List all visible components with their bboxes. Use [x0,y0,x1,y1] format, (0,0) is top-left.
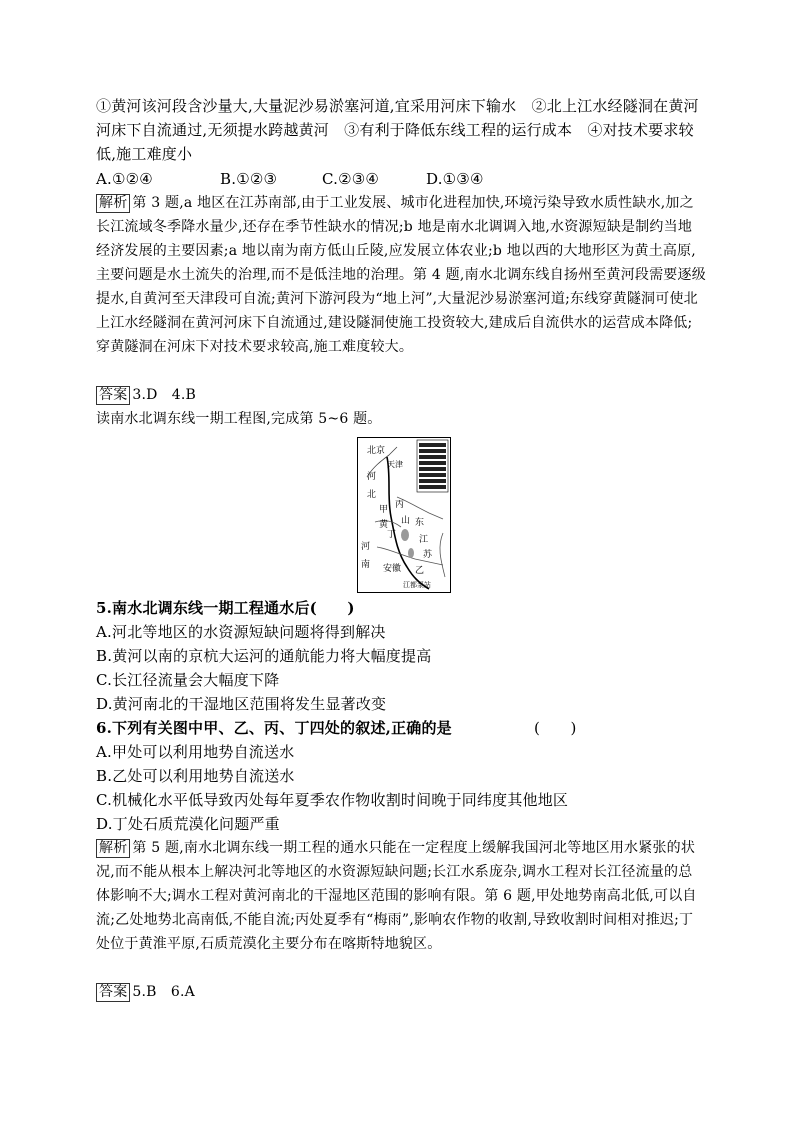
q5-option-c: C.长江径流量会大幅度下降 [96,671,280,689]
east-route-map [357,437,451,593]
q6-option-b: B.乙处可以利用地势自流送水 [96,767,295,785]
question-5 [96,596,706,716]
map-label-su: 苏 [423,550,433,560]
map-label-henan-he: 河 [361,542,371,552]
question-6 [96,716,706,836]
answer-block-2 [96,980,706,1004]
q5-option-d: D.黄河南北的干湿地区范围将发生显著改变 [96,695,387,713]
explanation-tag: 解析 [96,194,130,213]
explanation-tag: 解析 [96,839,130,858]
map-label-henan-nan: 南 [361,560,371,570]
map-label-he: 河 [367,472,377,482]
map-label-shan: 山 [401,516,411,526]
q4-choice-a: A.①②④ [96,170,153,188]
answer-text: 3.D 4.B [132,387,197,403]
map-label-beijing: 北京 [367,446,386,456]
map-label-jiangdu: 江都泵站 [403,581,431,589]
q5-option-a: A.河北等地区的水资源短缺问题将得到解决 [96,623,386,641]
map-label-ding: 丁 [387,530,397,540]
q4-choice-b: B.①②③ [220,170,278,188]
map-label-anhui: 安徽 [383,564,402,574]
map-label-jia: 甲 [379,505,389,515]
q5-stem: 5.南水北调东线一期工程通水后( ) [96,599,355,617]
map-label-bing: 丙 [395,500,405,510]
map-label-huang: 黄 [379,520,389,530]
q5-option-b: B.黄河以南的京杭大运河的通航能力将大幅度提高 [96,647,432,665]
explanation-block-2 [96,836,706,956]
q6-stem-row [96,716,706,740]
map-label-jiang: 江 [419,535,429,545]
explanation-block-1 [96,191,706,359]
q4-choices [96,167,706,191]
answer-text: 5.B 6.A [132,984,195,1000]
q4-statements: ①黄河该河段含沙量大,大量泥沙易淤塞河道,宜采用河床下输水 ②北上江水经隧洞在黄河河床下自流通过,无须提水跨越黄河 ③有利于降低东线工程的运行成本 ④对技术要求较低,施工难度小 [96,97,699,163]
explanation-text: 第 5 题,南水北调东线一期工程的通水只能在一定程度上缓解我国河北等地区用水紧张的状况,而不能从根本上解决河北等地区的水资源短缺问题;长江水系庞杂,调水工程对长江径流量的总体影响不大;调水工程对黄河南北的干湿地区范围的影响有限。第 6 题,甲处地势南高北低,可以自流;乙处地势北高南低,不能自流;丙处夏季有“梅雨”,影响农作物的收割,导致收割时间相对推迟;丁处位于黄淮平原,石质荒漠化主要分布在喀斯特地貌区。 [96,840,697,952]
map-legend [417,440,448,492]
map-label-yi: 乙 [415,566,425,576]
q6-option-a: A.甲处可以利用地势自流送水 [96,743,295,761]
q4-choice-d: D.①③④ [426,170,484,188]
answer-tag: 答案 [96,983,130,1002]
map-label-dong: 东 [415,518,425,528]
q6-option-c: C.机械化水平低导致丙处每年夏季农作物收割时间晚于同纬度其他地区 [96,791,569,809]
q6-option-d: D.丁处石质荒漠化问题严重 [96,815,280,833]
explanation-text: 第 3 题,a 地区在江苏南部,由于工业发展、城市化进程加快,环境污染导致水质性缺水,加之长江流域冬季降水量少,还存在季节性缺水的情况;b 地是南水北调调入地,水资源短缺是制约当地经济发展的主要因素;a 地以南为南方低山丘陵,应发展立体农业;b 地以西的大地形区为黄土高原,主要问题是水土流失的治理,而不是低洼地的治理。第 4 题,南水北调东线自扬州至黄河段需要逐级提水,自黄河至天津段可自流;黄河下游河段为“地上河”,大量泥沙易淤塞河道;东线穿黄隧洞可使北上江水经隧洞在黄河河床下自流通过,建设隧洞使施工投资较大,建成后自流供水的运营成本降低;穿黄隧洞在河床下对技术要求较高,施工难度较大。 [96,195,706,355]
q4-choice-c: C.②③④ [322,170,380,188]
answer-block-1 [96,383,706,407]
map-label-bei: 北 [367,490,377,500]
answer-tag: 答案 [96,386,130,405]
q6-stem: 6.下列有关图中甲、乙、丙、丁四处的叙述,正确的是 [96,719,452,737]
map-instruction: 读南水北调东线一期工程图,完成第 5~6 题。 [96,411,382,427]
map-label-tianjin: 天津 [387,460,403,469]
q6-answer-bracket: ( ) [534,719,577,737]
